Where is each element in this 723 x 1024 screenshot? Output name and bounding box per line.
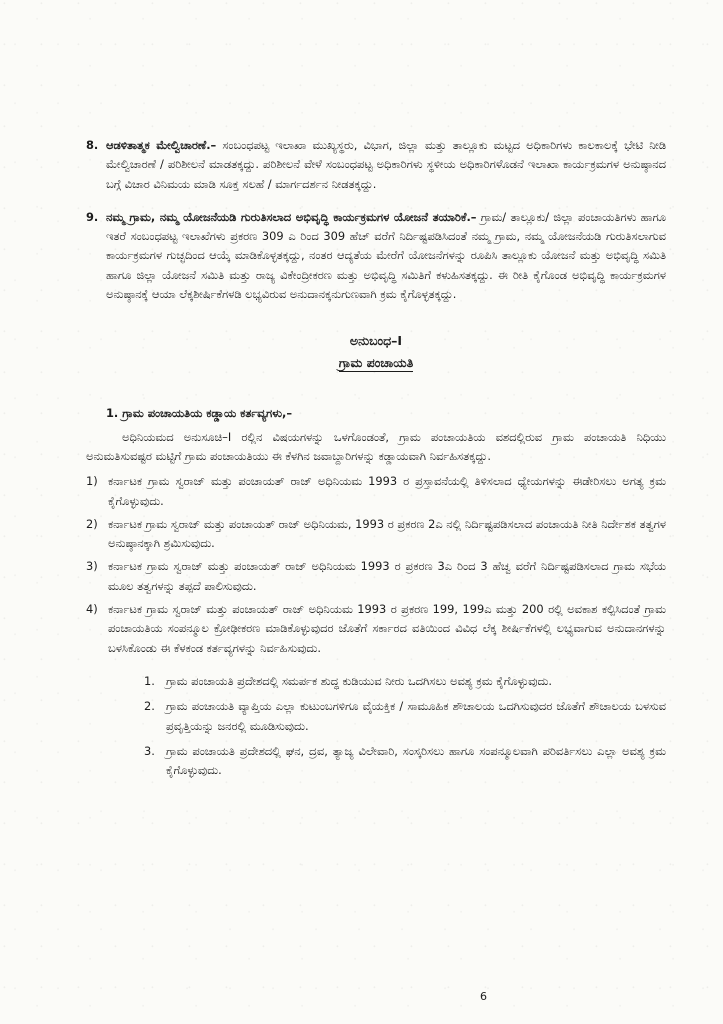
list-item-number: 3) [86, 559, 98, 574]
list-item-text: ಕರ್ನಾಟಕ ಗ್ರಾಮ ಸ್ವರಾಜ್ ಮತ್ತು ಪಂಚಾಯತ್ ರಾಜ್ ಅಧಿನಿಯಮ 1993 ರ ಪ್ರಕರಣ 3ಎ ರಿಂದ 3 ಹೆಚ್ವ ವರೆಗೆ ನಿರ್ದಿಷ್ಟಪಡಿಸಲಾದ ಗ್ರಾಮ ಸಭೆಯ ಮೂಲ ತತ್ವಗಳನ್ನು ತಪ್ಪದೆ ಪಾಲಿಸುವುದು. [108, 559, 666, 593]
section-heading: ಆಡಳಿತಾತ್ಮಕ ಮೇಲ್ವಿಚಾರಣೆ.– [106, 138, 217, 152]
list-item-number: 1) [86, 474, 98, 489]
section-8 [86, 136, 666, 194]
list-item [144, 697, 666, 736]
document-body [86, 136, 666, 786]
section-body: ಸಂಬಂಧಪಟ್ಟ ಇಲಾಖಾ ಮುಖ್ಯಸ್ಥರು, ವಿಭಾಗ, ಜಿಲ್ಲಾ ಮತ್ತು ತಾಲ್ಲೂಕು ಮಟ್ಟದ ಅಧಿಕಾರಿಗಳು ಕಾಲಕಾಲಕ್ಕೆ ಭೇಟಿ ನೀಡಿ ಮೇಲ್ವಿಚಾರಣೆ / ಪರಿಶೀಲನೆ ಮಾಡತಕ್ಕದ್ದು. ಪರಿಶೀಲನೆ ವೇಳೆ ಸಂಬಂಧಪಟ್ಟ ಅಧಿಕಾರಿಗಳು ಸ್ಥಳೀಯ ಅಧಿಕಾರಿಗಳೊಡನೆ ಇಲಾಖಾ ಕಾರ್ಯಕ್ರಮಗಳ ಅನುಷ್ಠಾನದ ಬಗ್ಗೆ ವಿಚಾರ ವಿನಿಮಯ ಮಾಡಿ ಸೂಕ್ತ ಸಲಹೆ / ಮಾರ್ಗದರ್ಶನ ನೀಡತಕ್ಕದ್ದು. [106, 138, 666, 191]
list-item-text: ಗ್ರಾಮ ಪಂಚಾಯತಿ ಪ್ರದೇಶದಲ್ಲಿ ಸಮರ್ಪಕ ಶುದ್ಧ ಕುಡಿಯುವ ನೀರು ಒದಗಿಸಲು ಅವಶ್ಯ ಕ್ರಮ ಕೈಗೊಳ್ಳುವುದು. [166, 673, 553, 688]
list-item-number: 4) [86, 602, 98, 617]
list-item [86, 557, 666, 596]
list-item [86, 600, 666, 658]
list-item [144, 672, 666, 691]
section-number: 9. [86, 209, 99, 224]
list-item-text: ಕರ್ನಾಟಕ ಗ್ರಾಮ ಸ್ವರಾಜ್ ಮತ್ತು ಪಂಚಾಯತ್ ರಾಜ್ ಅಧಿನಿಯಮ, 1993 ರ ಪ್ರಕರಣ 2ಎ ನಲ್ಲಿ ನಿರ್ದಿಷ್ಟಪಡಿಸಲಾದ ಪಂಚಾಯತಿ ನೀತಿ ನಿರ್ದೇಶಕ ತತ್ವಗಳ ಅನುಷ್ಠಾನಕ್ಕಾಗಿ ಶ್ರಮಿಸುವುದು. [108, 516, 666, 551]
list-item-number: 1. [144, 673, 155, 688]
annex-subtitle-text: ಗ್ರಾಮ ಪಂಚಾಯತಿ [338, 355, 414, 371]
list-item-text: ಕರ್ನಾಟಕ ಗ್ರಾಮ ಸ್ವರಾಜ್ ಮತ್ತು ಪಂಚಾಯತ್ ರಾಜ್ ಅಧಿನಿಯಮ 1993 ರ ಪ್ರಸ್ತಾವನೆಯಲ್ಲಿ ತಿಳಿಸಲಾದ ಧ್ಯೇಯಗಳನ್ನು ಈಡೇರಿಸಲು ಅಗತ್ಯ ಕ್ರಮ ಕೈಗೊಳ್ಳುವುದು. [108, 474, 666, 508]
list-item-number: 3. [144, 743, 155, 758]
page-number: 6 [480, 990, 487, 1003]
list-item [86, 472, 666, 511]
list-item-number: 2. [144, 699, 155, 714]
list-item-text: ಕರ್ನಾಟಕ ಗ್ರಾಮ ಸ್ವರಾಜ್ ಮತ್ತು ಪಂಚಾಯತ್ ರಾಜ್ ಅಧಿನಿಯಮ 1993 ರ ಪ್ರಕರಣ 199, 199ಎ ಮತ್ತು 200 ರಲ್ಲಿ ಅವಕಾಶ ಕಲ್ಪಿಸಿದಂತೆ ಗ್ರಾಮ ಪಂಚಾಯತಿಯ ಸಂಪನ್ಮೂಲ ಕ್ರೋಢೀಕರಣ ಮಾಡಿಕೊಳ್ಳುವುದರ ಜೊತೆಗೆ ಸರ್ಕಾರದ ವತಿಯಿಂದ ವಿವಿಧ ಲೆಕ್ಕ ಶೀರ್ಷಿಕೆಗಳಲ್ಲಿ ಲಭ್ಯವಾಗುವ ಅನುದಾನಗಳನ್ನು ಬಳಸಿಕೊಂಡು ಈ ಕೆಳಕಂಡ ಕರ್ತವ್ಯಗಳನ್ನು ನಿರ್ವಹಿಸುವುದು. [108, 602, 666, 655]
section-9 [86, 208, 666, 304]
list-item-number: 2) [86, 516, 98, 531]
annex-title: ಅನುಬಂಧ–I [349, 333, 403, 349]
duties-list [86, 472, 666, 658]
list-item [144, 742, 666, 781]
list-item-text: ಗ್ರಾಮ ಪಂಚಾಯತಿ ವ್ಯಾಪ್ತಿಯ ಎಲ್ಲಾ ಕುಟುಂಬಗಳಿಗೂ ವೈಯಕ್ತಿಕ / ಸಾಮೂಹಿಕ ಶೌಚಾಲಯ ಒದಗಿಸುವುದರ ಜೊತೆಗೆ ಶೌಚಾಲಯ ಬಳಸುವ ಪ್ರವೃತ್ತಿಯನ್ನು ಜನರಲ್ಲಿ ಮೂಡಿಸುವುದು. [166, 699, 666, 733]
section-number: 8. [86, 138, 99, 152]
duties-heading: 1. ಗ್ರಾಮ ಪಂಚಾಯತಿಯ ಕಡ್ಡಾಯ ಕರ್ತವ್ಯಗಳು,– [106, 406, 293, 421]
list-item [86, 515, 666, 554]
section-body: ಗ್ರಾಮ/ ತಾಲ್ಲೂಕು/ ಜಿಲ್ಲಾ ಪಂಚಾಯತಿಗಳು ಹಾಗೂ ಇತರೆ ಸಂಬಂಧಪಟ್ಟ ಇಲಾಖೆಗಳು ಪ್ರಕರಣ 309 ಎ ರಿಂದ 309 ಹೆಚ್ ವರೆಗೆ ನಿರ್ದಿಷ್ಟಪಡಿಸಿದಂತೆ ನಮ್ಮ ಗ್ರಾಮ, ನಮ್ಮ ಯೋಜನೆಯಡಿ ಗುರುತಿಸಲಾಗುವ ಕಾರ್ಯಕ್ರಮಗಳ ಗುಚ್ಛದಿಂದ ಆಯ್ಕೆ ಮಾಡಿಕೊಳ್ಳತಕ್ಕದ್ದು, ನಂತರ ಆದ್ಯತೆಯ ಮೇರೆಗೆ ಯೋಜನೆಗಳನ್ನು ರೂಪಿಸಿ ತಾಲ್ಲೂಕು ಯೋಜನೆ ಮತ್ತು ಅಭಿವೃದ್ಧಿ ಸಮಿತಿ ಹಾಗೂ ಜಿಲ್ಲಾ ಯೋಜನೆ ಸಮಿತಿ ಮತ್ತು ರಾಜ್ಯ ವಿಕೇಂದ್ರೀಕರಣ ಮತ್ತು ಅಭಿವೃದ್ಧಿ ಸಮಿತಿಗೆ ಕಳುಹಿಸತಕ್ಕದ್ದು. ಈ ರೀತಿ ಕೈಗೊಂಡ ಅಭಿವೃದ್ಧಿ ಕಾರ್ಯಕ್ರಮಗಳ ಅನುಷ್ಠಾನಕ್ಕೆ ಆಯಾ ಲೆಕ್ಕಶೀರ್ಷಿಕೆಗಳಡಿ ಲಭ್ಯವಿರುವ ಅನುದಾನಕ್ಕನುಗುಣವಾಗಿ ಕ್ರಮ ಕೈಗೊಳ್ಳತಕ್ಕದ್ದು. [106, 209, 666, 302]
annex-subtitle [86, 352, 666, 374]
list-item-text: ಗ್ರಾಮ ಪಂಚಾಯತಿ ಪ್ರದೇಶದಲ್ಲಿ ಘನ, ದ್ರವ, ತ್ಯಾಜ್ಯ ವಿಲೇವಾರಿ, ಸಂಸ್ಕರಿಸಲು ಹಾಗೂ ಸಂಪನ್ಮೂಲವಾಗಿ ಪರಿವರ್ತಿಸಲು ಎಲ್ಲಾ ಅವಶ್ಯ ಕ್ರಮ ಕೈಗೊಳ್ಳುವುದು. [166, 743, 666, 778]
duties-intro: ಅಧಿನಿಯಮದ ಅನುಸೂಚಿ–I ರಲ್ಲಿನ ವಿಷಯಗಳನ್ನು ಒಳಗೊಂಡಂತೆ, ಗ್ರಾಮ ಪಂಚಾಯತಿಯ ವಶದಲ್ಲಿರುವ ಗ್ರಾಮ ಪಂಚಾಯತಿ ನಿಧಿಯು ಅನುಮತಿಸುವಷ್ಟರ ಮಟ್ಟಿಗೆ ಗ್ರಾಮ ಪಂಚಾಯತಿಯು ಈ ಕೆಳಗಿನ ಜವಾಬ್ದಾರಿಗಳನ್ನು ಕಡ್ಡಾಯವಾಗಿ ನಿರ್ವಹಿಸತಕ್ಕದ್ದು. [86, 429, 666, 463]
duties-sublist [144, 672, 666, 780]
section-heading: ನಮ್ಮ ಗ್ರಾಮ, ನಮ್ಮ ಯೋಜನೆಯಡಿ ಗುರುತಿಸಲಾದ ಅಭಿವೃದ್ಧಿ ಕಾರ್ಯಕ್ರಮಗಳ ಯೋಜನೆ ತಯಾರಿಕೆ.– [106, 209, 477, 224]
